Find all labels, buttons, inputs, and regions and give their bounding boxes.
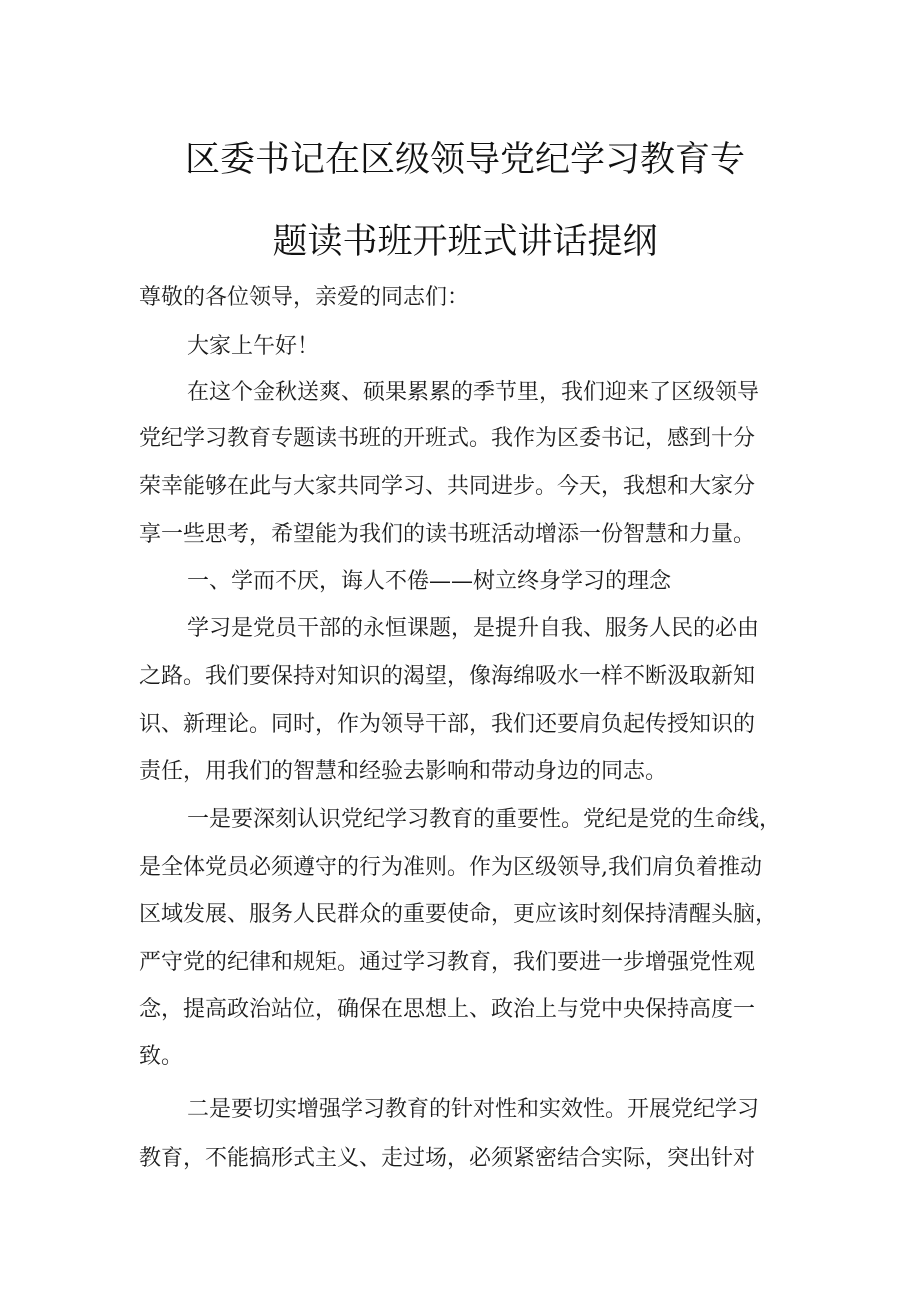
- paragraph-line: 严守党的纪律和规矩。通过学习教育，我们要进一步增强党性观: [139, 950, 756, 975]
- document-title-line-1: 区委书记在区级领导党纪学习教育专: [184, 140, 745, 180]
- paragraph-line: 享一些思考，希望能为我们的读书班活动增添一份智慧和力量。: [139, 522, 756, 547]
- paragraph-line: 念，提高政治站位，确保在思想上、政治上与党中央保持高度一: [139, 997, 756, 1022]
- paragraph-line: 区域发展、服务人民群众的重要使命，更应该时刻保持清醒头脑，: [139, 902, 778, 927]
- section-heading: 一、学而不厌，诲人不倦——树立终身学习的理念: [187, 569, 672, 594]
- paragraph-line: 学习是党员干部的永恒课题，是提升自我、服务人民的必由: [187, 616, 760, 641]
- greeting: 大家上午好！: [187, 334, 320, 359]
- paragraph-line: 识、新理论。同时，作为领导干部，我们还要肩负起传授知识的: [139, 712, 756, 737]
- paragraph-line: 致。: [139, 1044, 184, 1069]
- paragraph-line: 在这个金秋送爽、硕果累累的季节里，我们迎来了区级领导: [187, 380, 760, 405]
- document-title-line-2: 题读书班开班式讲话提纲: [272, 222, 658, 262]
- paragraph-line: 教育，不能搞形式主义、走过场，必须紧密结合实际，突出针对: [139, 1146, 756, 1171]
- paragraph-line: 是全体党员必须遵守的行为准则。作为区级领导,我们肩负着推动: [139, 855, 762, 880]
- paragraph-line: 责任，用我们的智慧和经验去影响和带动身边的同志。: [139, 759, 668, 784]
- paragraph-line: 之路。我们要保持对知识的渴望，像海绵吸水一样不断汲取新知: [139, 664, 756, 689]
- salutation: 尊敬的各位领导，亲爱的同志们：: [139, 285, 470, 310]
- paragraph-line: 二是要切实增强学习教育的针对性和实效性。开展党纪学习: [187, 1097, 760, 1122]
- paragraph-line: 党纪学习教育专题读书班的开班式。我作为区委书记，感到十分: [139, 426, 756, 451]
- paragraph-line: 荣幸能够在此与大家共同学习、共同进步。今天，我想和大家分: [139, 474, 756, 499]
- paragraph-line: 一是要深刻认识党纪学习教育的重要性。党纪是党的生命线，: [187, 807, 782, 832]
